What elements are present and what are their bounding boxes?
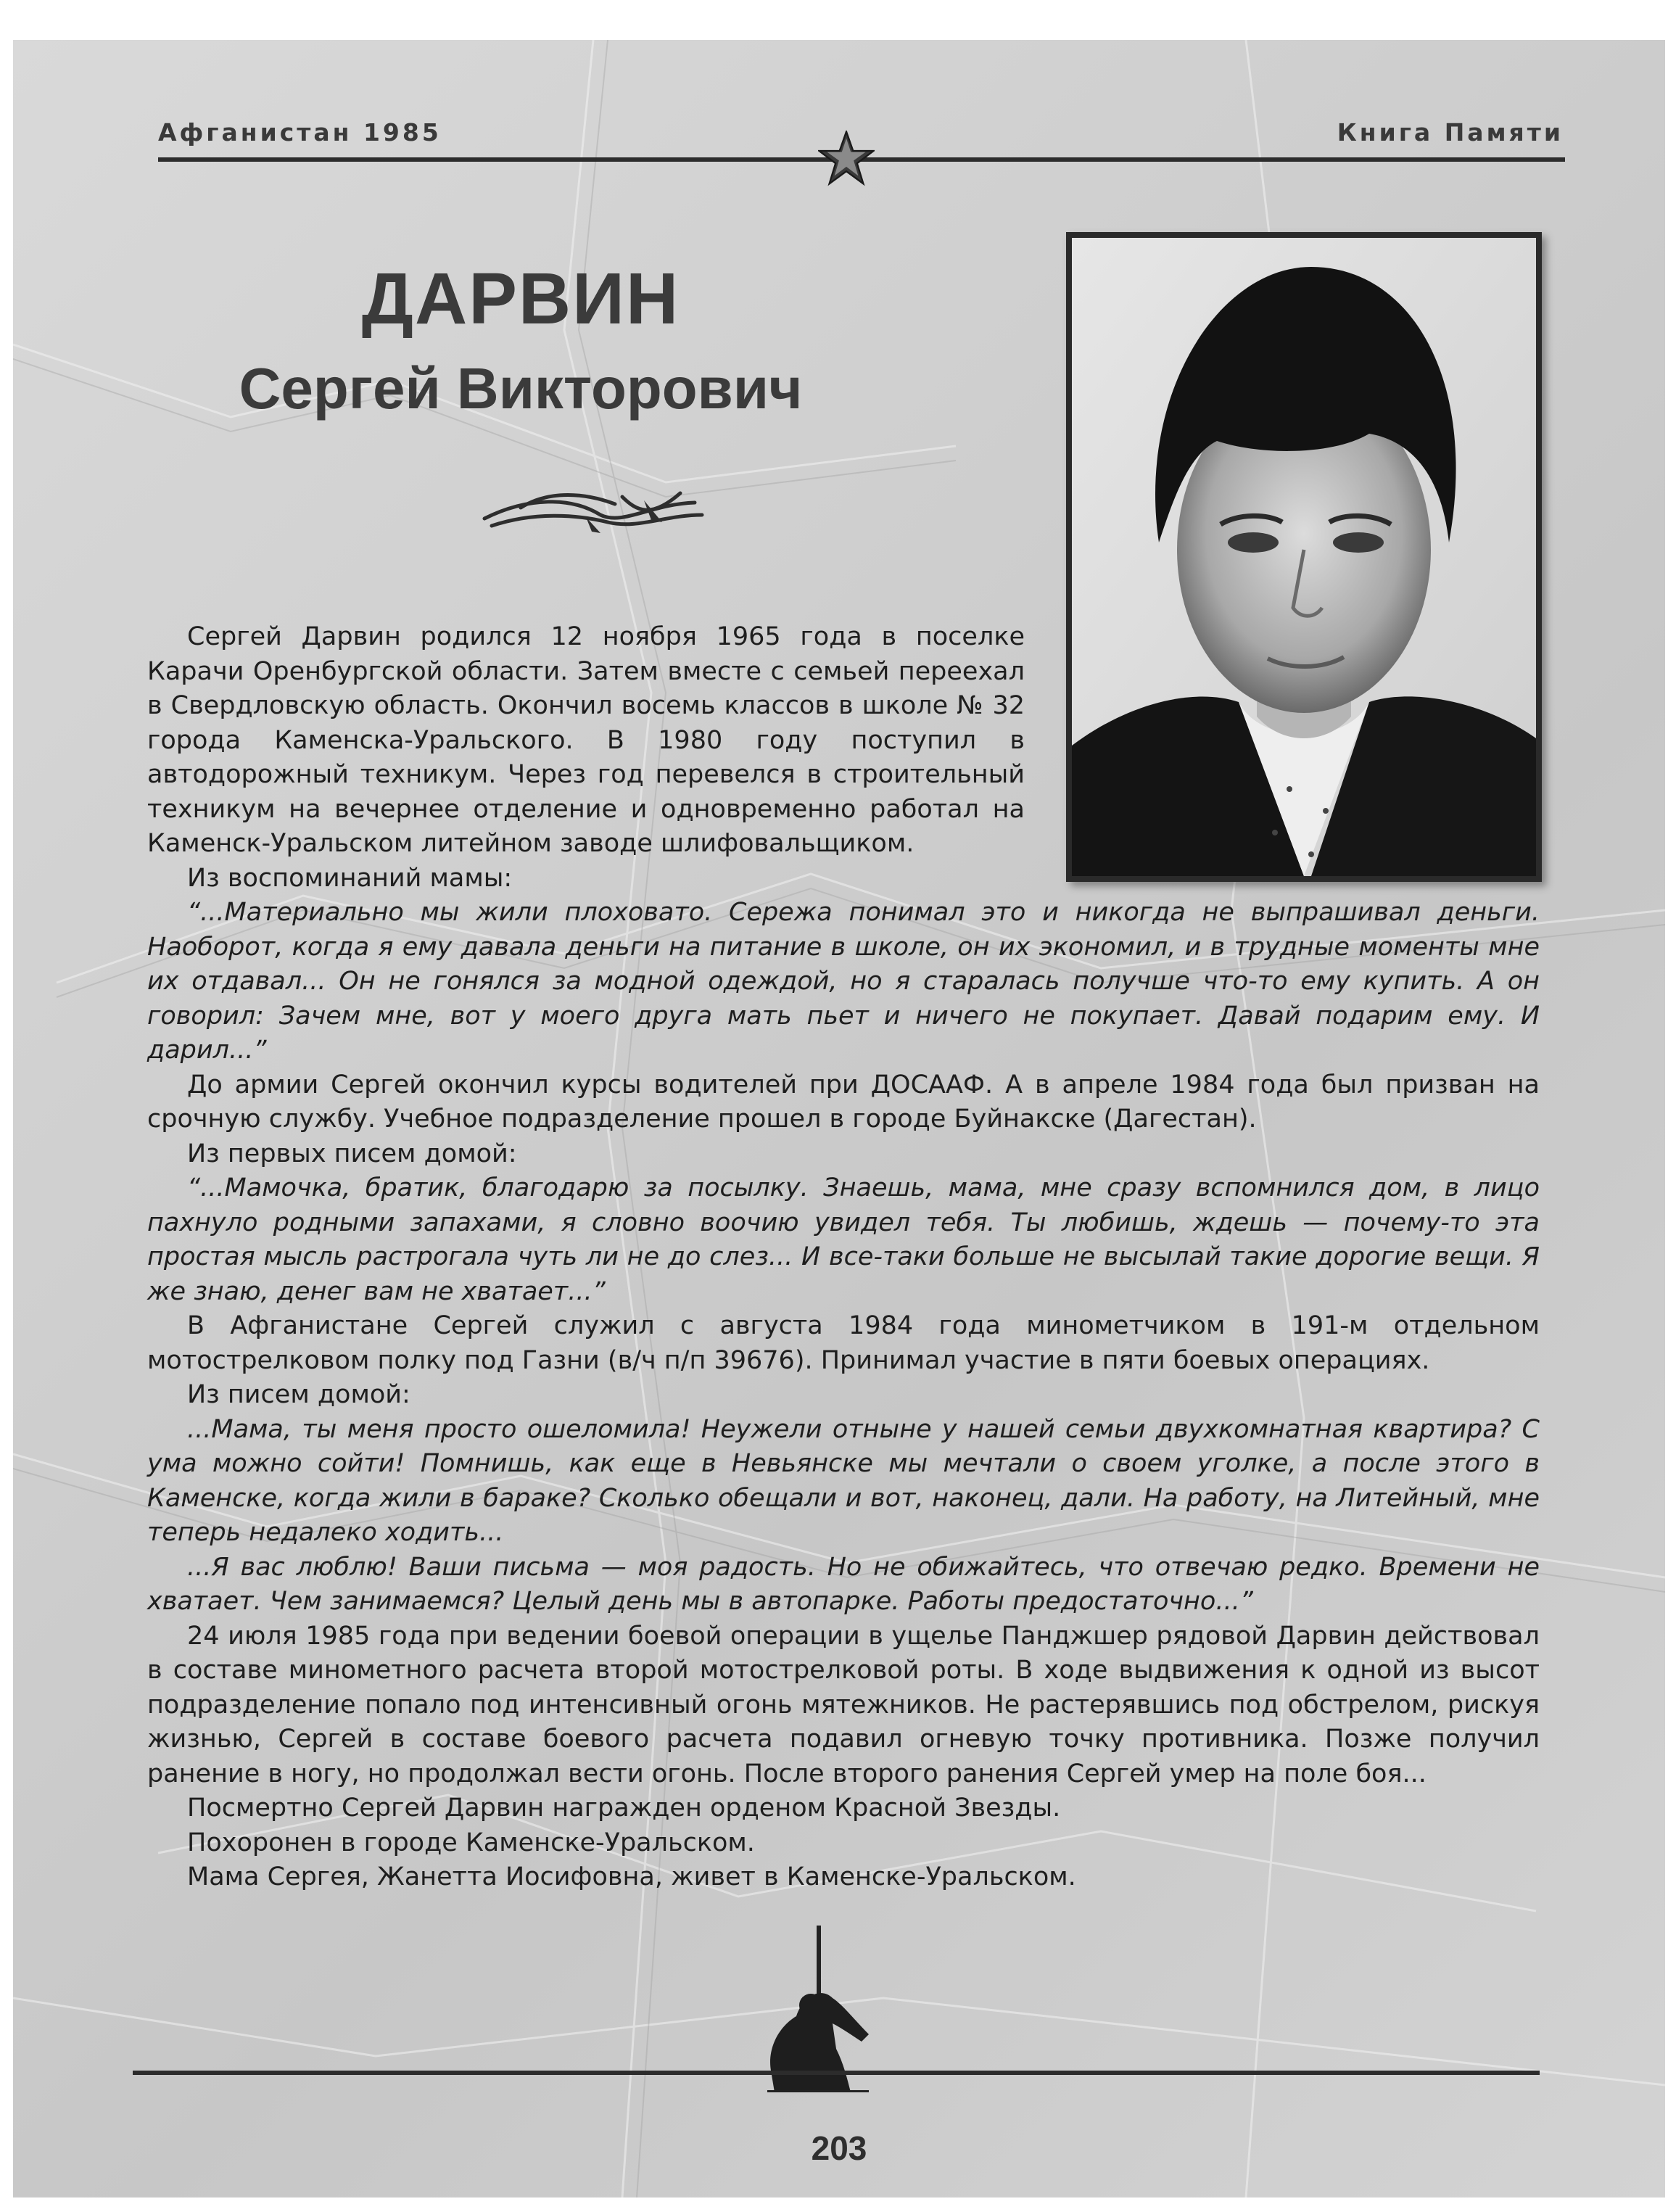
paragraph: Похоронен в городе Каменске-Уральском. (187, 1828, 755, 1857)
flourish-ornament-icon (477, 482, 709, 540)
running-header-left: Афганистан 1985 (158, 118, 442, 146)
person-given-names: Сергей Викторович (239, 356, 803, 421)
page-number: 203 (811, 2129, 867, 2167)
paragraph: Из первых писем домой: (187, 1139, 517, 1168)
quote-paragraph: “...Материально мы жили плоховато. Сережа понимал это и никогда не выпрашивал деньги. Наоборот, когда я ему давала деньги на питание в школе, он их экономил, и в трудные моменты мне их отдавал... Он не гонялся за модной одеждой, но я старалась получше что-то ему купить. А он говорил: Зачем мне, вот у моего друга мать пьет и ничего не покупает. Давай подарим ему. И дарил...” (147, 898, 1540, 1065)
soldier-memorial-icon (753, 1926, 883, 2092)
paragraph: До армии Сергей окончил курсы водителей при ДОСААФ. А в апреле 1984 года был призван на срочную службу. Учебное подразделение прошел в городе Буйнакске (Дагестан). (147, 1070, 1540, 1134)
footer-rule (133, 2071, 1540, 2075)
article-body (147, 620, 1540, 1895)
paragraph: Из писем домой: (187, 1380, 410, 1409)
quote-paragraph: ...Мама, ты меня просто ошеломила! Неужели отныне у нашей семьи двухкомнатная квартира? С ума можно сойти! Помнишь, как еще в Невьянске мы мечтали о своем уголке, а после этого в Каменске, когда жили в бараке? Сколько обещали и вот, наконец, дали. На работу, на Литейный, мне теперь недалеко ходить... (147, 1414, 1540, 1547)
paragraph: В Афганистане Сергей служил с августа 1984 года минометчиком в 191-м отдельном мотострелковом полку под Газни (в/ч п/п 39676). Принимал участие в пяти боевых операциях. (147, 1311, 1540, 1375)
book-page (13, 40, 1665, 2197)
paragraph: Сергей Дарвин родился 12 ноября 1965 года в поселке Карачи Оренбургской области. Затем вместе с семьей переехал в Свердловскую область. Окончил восемь классов в школе № 32 города Каменска-Уральского. В 1980 году поступил в автодорожный техникум. Через год перевелся в строительный техникум на вечернее отделение и одновременно работал на Каменск-Уральском литейном заводе шлифовальщиком. (147, 622, 1025, 858)
paragraph: Посмертно Сергей Дарвин награжден орденом Красной Звезды. (187, 1794, 1061, 1823)
paragraph: 24 июля 1985 года при ведении боевой операции в ущелье Панджшер рядовой Дарвин действовал в составе минометного расчета второй мотострелковой роты. В ходе выдвижения к одной из высот подразделение попало под интенсивный огонь мятежников. Не растерявшись под обстрелом, рискуя жизнью, Сергей в составе боевого расчета подавил огневую точку противника. Позже получил ранение в ногу, но продолжал вести огонь. После второго ранения Сергей умер на поле боя... (147, 1621, 1540, 1788)
quote-paragraph: “...Мамочка, братик, благодарю за посылку. Знаешь, мама, мне сразу вспомнился дом, в лицо пахнуло родными запахами, я словно воочию увидел тебя. Ты любишь, ждешь — почему-то эта простая мысль растрогала чуть ли не до слез... И все-таки больше не высылай такие дорогие вещи. Я же знаю, денег вам не хватает...” (147, 1173, 1540, 1306)
quote-paragraph: ...Я вас люблю! Ваши письма — моя радость. Но не обижайтесь, что отвечаю редко. Времени не хватает. Чем занимаемся? Целый день мы в автопарке. Работы предостаточно...” (147, 1552, 1540, 1616)
red-star-icon (818, 131, 875, 187)
person-surname: ДАРВИН (361, 258, 680, 339)
running-header-right: Книга Памяти (1337, 118, 1564, 146)
paragraph: Мама Сергея, Жанетта Иосифовна, живет в Каменске-Уральском. (187, 1862, 1076, 1891)
paragraph: Из воспоминаний мамы: (187, 863, 513, 893)
